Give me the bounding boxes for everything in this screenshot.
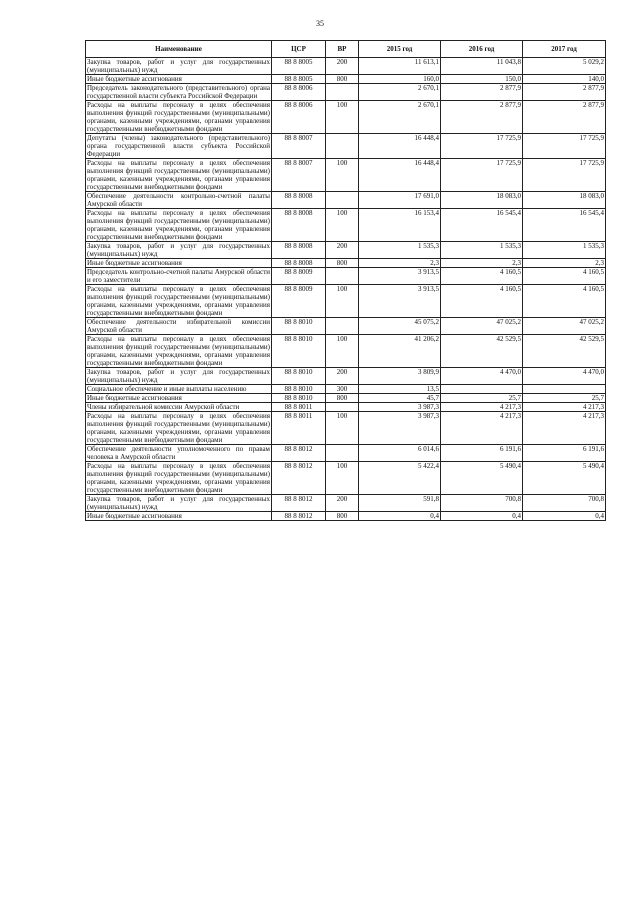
row-vr: 800 <box>326 394 359 403</box>
row-name: Закупка товаров, работ и услуг для государственных (муниципальных) нужд <box>87 242 270 258</box>
row-2017: 17 725,9 <box>523 134 606 159</box>
row-2016: 4 160,5 <box>441 285 523 318</box>
row-name: Расходы на выплаты персоналу в целях обеспечения выполнения функций государственными (муниципальными) органами, казенными учреждениями, органами управления государственными внебюджетными фондами <box>87 101 270 133</box>
row-2016 <box>441 385 523 394</box>
row-name: Председатель контрольно-счетной палаты Амурской области и его заместители <box>87 268 270 284</box>
row-csr: 88 8 8011 <box>272 412 326 445</box>
row-vr: 800 <box>326 512 359 521</box>
row-2015: 41 206,2 <box>359 335 441 368</box>
row-name: Иные бюджетные ассигнования <box>86 512 272 521</box>
row-2015: 16 448,4 <box>359 134 441 159</box>
row-name: Закупка товаров, работ и услуг для государственных (муниципальных) нужд <box>87 495 270 511</box>
row-2016: 4 217,3 <box>441 403 523 412</box>
row-vr: 200 <box>326 242 359 259</box>
row-2016: 4 160,5 <box>441 268 523 285</box>
row-2015: 45,7 <box>359 394 441 403</box>
row-vr: 200 <box>326 58 359 75</box>
table-row <box>86 192 606 209</box>
row-name: Обеспечение деятельности избирательной комиссии Амурской области <box>87 318 270 334</box>
row-csr: 88 8 8011 <box>272 403 326 412</box>
row-2017: 0,4 <box>523 512 606 521</box>
table-row <box>86 403 606 412</box>
row-2015: 2 670,1 <box>359 101 441 134</box>
table-row <box>86 368 606 385</box>
table-row <box>86 394 606 403</box>
row-vr: 100 <box>326 159 359 192</box>
row-vr <box>326 192 359 209</box>
row-2016: 17 725,9 <box>441 134 523 159</box>
row-2015: 45 075,2 <box>359 318 441 335</box>
row-2016: 1 535,3 <box>441 242 523 259</box>
row-2017: 4 160,5 <box>523 285 606 318</box>
table-row <box>86 512 606 521</box>
row-name: Обеспечение деятельности уполномоченного по правам человека в Амурской области <box>87 445 270 461</box>
row-2017: 5 029,2 <box>523 58 606 75</box>
row-csr: 88 8 8008 <box>272 242 326 259</box>
table-body <box>86 58 606 521</box>
row-csr: 88 8 8010 <box>272 318 326 335</box>
row-vr <box>326 268 359 285</box>
row-2017: 1 535,3 <box>523 242 606 259</box>
table-row <box>86 285 606 318</box>
row-vr: 100 <box>326 335 359 368</box>
row-2017: 18 083,0 <box>523 192 606 209</box>
row-name: Расходы на выплаты персоналу в целях обеспечения выполнения функций государственными (муниципальными) органами, казенными учреждениями, органами управления государственными внебюджетными фондами <box>87 159 270 191</box>
row-name: Иные бюджетные ассигнования <box>86 259 272 268</box>
row-2015: 13,5 <box>359 385 441 394</box>
row-csr: 88 8 8008 <box>272 192 326 209</box>
row-2015: 11 613,1 <box>359 58 441 75</box>
row-2015: 591,8 <box>359 495 441 512</box>
row-2016: 42 529,5 <box>441 335 523 368</box>
row-2017: 2 877,9 <box>523 101 606 134</box>
table-row <box>86 159 606 192</box>
row-name: Расходы на выплаты персоналу в целях обеспечения выполнения функций государственными (муниципальными) органами, казенными учреждениями, органами управления государственными внебюджетными фондами <box>87 209 270 241</box>
row-csr: 88 8 8007 <box>272 134 326 159</box>
row-2016: 150,0 <box>441 75 523 84</box>
row-2016: 17 725,9 <box>441 159 523 192</box>
row-name: Члены избирательной комиссии Амурской области <box>86 403 272 412</box>
row-2015: 6 014,6 <box>359 445 441 462</box>
row-csr: 88 8 8006 <box>272 101 326 134</box>
row-2017 <box>523 385 606 394</box>
table-row <box>86 412 606 445</box>
table-row <box>86 318 606 335</box>
row-2015: 0,4 <box>359 512 441 521</box>
table-row <box>86 242 606 259</box>
table-row <box>86 209 606 242</box>
row-name: Иные бюджетные ассигнования <box>86 394 272 403</box>
row-csr: 88 8 8012 <box>272 495 326 512</box>
row-2015: 17 691,0 <box>359 192 441 209</box>
row-2016: 25,7 <box>441 394 523 403</box>
row-2015: 2 670,1 <box>359 84 441 101</box>
row-2016: 5 490,4 <box>441 462 523 495</box>
table-row <box>86 101 606 134</box>
row-2016: 4 470,0 <box>441 368 523 385</box>
row-2016: 16 545,4 <box>441 209 523 242</box>
row-csr: 88 8 8007 <box>272 159 326 192</box>
row-2017: 47 025,2 <box>523 318 606 335</box>
row-2015: 16 448,4 <box>359 159 441 192</box>
table-row <box>86 445 606 462</box>
table-row <box>86 58 606 75</box>
row-2015: 3 987,3 <box>359 412 441 445</box>
table-row <box>86 75 606 84</box>
row-2017: 2,3 <box>523 259 606 268</box>
row-2017: 4 470,0 <box>523 368 606 385</box>
row-2015: 3 809,9 <box>359 368 441 385</box>
row-name: Расходы на выплаты персоналу в целях обеспечения выполнения функций государственными (муниципальными) органами, казенными учреждениями, органами управления государственными внебюджетными фондами <box>87 412 270 444</box>
table-row <box>86 335 606 368</box>
row-csr: 88 8 8012 <box>272 445 326 462</box>
row-vr <box>326 84 359 101</box>
row-name: Закупка товаров, работ и услуг для государственных (муниципальных) нужд <box>87 368 270 384</box>
row-vr: 100 <box>326 101 359 134</box>
row-2017: 2 877,9 <box>523 84 606 101</box>
row-2017: 4 160,5 <box>523 268 606 285</box>
row-2016: 2,3 <box>441 259 523 268</box>
row-2015: 1 535,3 <box>359 242 441 259</box>
row-csr: 88 8 8010 <box>272 394 326 403</box>
row-2017: 4 217,3 <box>523 403 606 412</box>
row-name: Расходы на выплаты персоналу в целях обеспечения выполнения функций государственными (муниципальными) органами, казенными учреждениями, органами управления государственными внебюджетными фондами <box>87 285 270 317</box>
row-csr: 88 8 8009 <box>272 285 326 318</box>
header-2017: 2017 год <box>523 41 606 58</box>
row-vr: 200 <box>326 368 359 385</box>
row-vr: 100 <box>326 462 359 495</box>
row-vr <box>326 134 359 159</box>
row-2015: 5 422,4 <box>359 462 441 495</box>
row-2015: 3 987,3 <box>359 403 441 412</box>
header-csr: ЦСР <box>272 41 326 58</box>
row-csr: 88 8 8005 <box>272 75 326 84</box>
row-name: Расходы на выплаты персоналу в целях обеспечения выполнения функций государственными (муниципальными) органами, казенными учреждениями, органами управления государственными внебюджетными фондами <box>87 462 270 494</box>
row-2015: 16 153,4 <box>359 209 441 242</box>
row-2017: 700,8 <box>523 495 606 512</box>
row-2016: 6 191,6 <box>441 445 523 462</box>
row-2016: 47 025,2 <box>441 318 523 335</box>
row-name: Обеспечение деятельности контрольно-счетной палаты Амурской области <box>87 192 270 208</box>
row-name: Расходы на выплаты персоналу в целях обеспечения выполнения функций государственными (муниципальными) органами, казенными учреждениями, органами управления государственными внебюджетными фондами <box>87 335 270 367</box>
header-vr: ВР <box>326 41 359 58</box>
row-csr: 88 8 8009 <box>272 268 326 285</box>
table-row <box>86 259 606 268</box>
row-2017: 16 545,4 <box>523 209 606 242</box>
row-vr: 200 <box>326 495 359 512</box>
row-vr: 800 <box>326 75 359 84</box>
row-vr: 800 <box>326 259 359 268</box>
row-vr <box>326 403 359 412</box>
row-2016: 2 877,9 <box>441 101 523 134</box>
row-2017: 4 217,3 <box>523 412 606 445</box>
row-csr: 88 8 8008 <box>272 209 326 242</box>
row-vr: 100 <box>326 209 359 242</box>
row-csr: 88 8 8010 <box>272 385 326 394</box>
header-2015: 2015 год <box>359 41 441 58</box>
table-row <box>86 268 606 285</box>
row-csr: 88 8 8008 <box>272 259 326 268</box>
row-name: Иные бюджетные ассигнования <box>86 75 272 84</box>
row-2016: 2 877,9 <box>441 84 523 101</box>
row-2015: 160,0 <box>359 75 441 84</box>
table-row <box>86 495 606 512</box>
budget-table <box>85 40 606 521</box>
row-vr <box>326 445 359 462</box>
row-csr: 88 8 8010 <box>272 368 326 385</box>
row-2016: 700,8 <box>441 495 523 512</box>
row-name: Закупка товаров, работ и услуг для государственных (муниципальных) нужд <box>87 58 270 74</box>
row-2017: 17 725,9 <box>523 159 606 192</box>
table-row <box>86 385 606 394</box>
row-2017: 6 191,6 <box>523 445 606 462</box>
row-name: Депутаты (члены) законодательного (представительного) органа государственной власти субъекта Российской Федерации <box>87 134 270 158</box>
row-2017: 42 529,5 <box>523 335 606 368</box>
row-name: Председатель законодательного (представительного) органа государственной власти субъекта Российской Федерации <box>87 84 270 100</box>
table-header-row <box>86 41 606 58</box>
row-csr: 88 8 8010 <box>272 335 326 368</box>
table-row <box>86 134 606 159</box>
row-2016: 11 043,8 <box>441 58 523 75</box>
row-2017: 25,7 <box>523 394 606 403</box>
row-vr: 100 <box>326 285 359 318</box>
page-number: 35 <box>316 19 324 28</box>
row-2016: 18 083,0 <box>441 192 523 209</box>
row-vr: 100 <box>326 412 359 445</box>
header-2016: 2016 год <box>441 41 523 58</box>
row-2017: 5 490,4 <box>523 462 606 495</box>
row-2015: 2,3 <box>359 259 441 268</box>
table-row <box>86 462 606 495</box>
header-name: Наименование <box>86 41 272 58</box>
row-2015: 3 913,5 <box>359 268 441 285</box>
row-name: Социальное обеспечение и иные выплаты населению <box>86 385 272 394</box>
row-vr: 300 <box>326 385 359 394</box>
row-2016: 4 217,3 <box>441 412 523 445</box>
row-vr <box>326 318 359 335</box>
row-csr: 88 8 8005 <box>272 58 326 75</box>
row-2017: 140,0 <box>523 75 606 84</box>
row-csr: 88 8 8012 <box>272 512 326 521</box>
row-2016: 0,4 <box>441 512 523 521</box>
row-csr: 88 8 8006 <box>272 84 326 101</box>
table-row <box>86 84 606 101</box>
row-csr: 88 8 8012 <box>272 462 326 495</box>
row-2015: 3 913,5 <box>359 285 441 318</box>
